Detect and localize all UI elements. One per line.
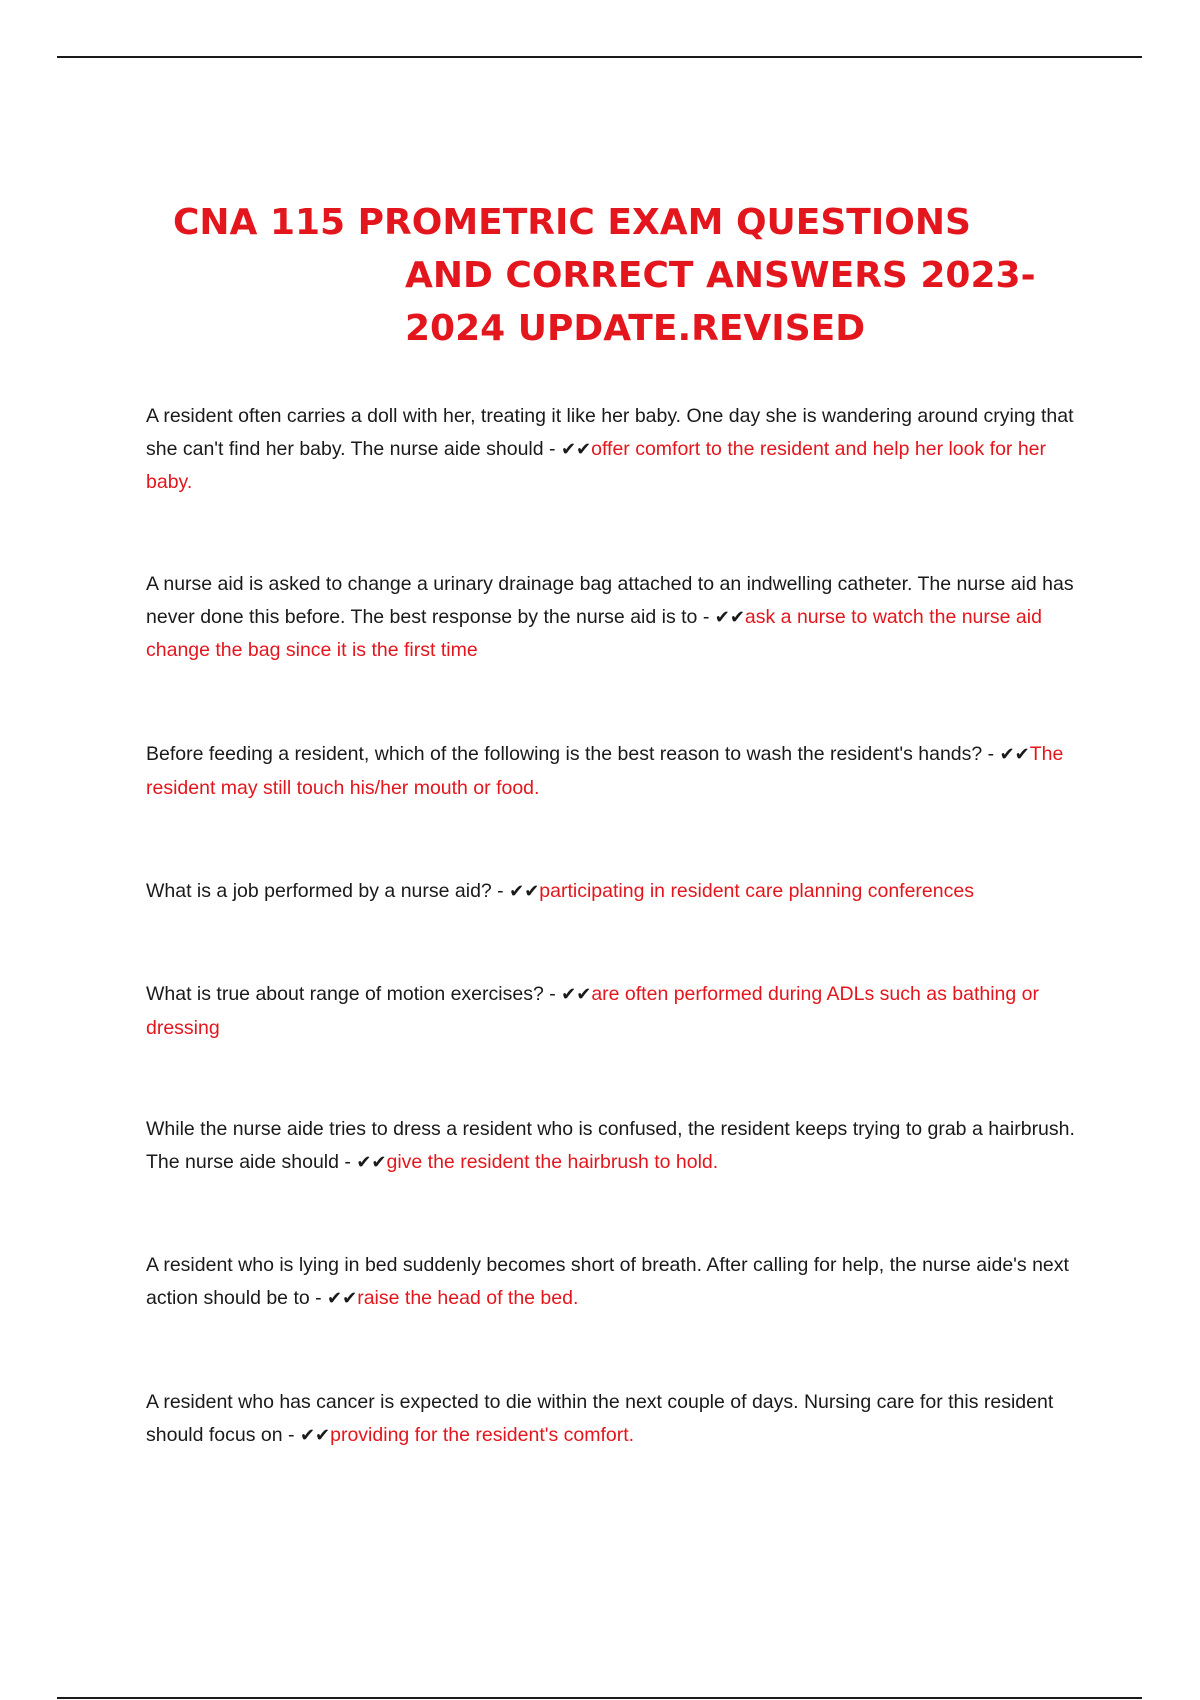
answer-text: The resident may still touch his/her mouth or food. — [146, 743, 1064, 799]
separator: - — [309, 1286, 328, 1309]
separator: - — [543, 437, 561, 460]
double-check-icon: ✔✔ — [299, 1424, 331, 1446]
question-text: While the nurse aide tries to dress a resident who is confused, the resident keeps trying to grab a hairbrush. The nurse aide should — [146, 1118, 1075, 1173]
top-divider — [57, 56, 1142, 58]
bottom-divider — [57, 1697, 1142, 1699]
separator: - — [338, 1150, 357, 1173]
double-check-icon: ✔✔ — [714, 606, 745, 628]
answer-text: are often performed during ADLs such as bathing or dressing — [146, 983, 1039, 1039]
separator: - — [697, 605, 715, 628]
title-line-3: 2024 UPDATE.REVISED — [405, 308, 866, 349]
qa-item-3 — [146, 738, 1096, 804]
separator: - — [982, 743, 1000, 765]
double-check-icon: ✔✔ — [356, 1151, 387, 1173]
separator: - — [491, 880, 510, 902]
answer-text: participating in resident care planning conferences — [539, 880, 974, 902]
answer-text: offer comfort to the resident and help her look for her baby. — [146, 437, 1047, 493]
qa-item-6 — [146, 1113, 1096, 1179]
separator: - — [543, 983, 562, 1005]
question-text: A nurse aid is asked to change a urinary drainage bag attached to an indwelling catheter. The nurse aid has never done this before. The best response by the nurse aid is to — [146, 573, 1074, 628]
title-line-1: CNA 115 PROMETRIC EXAM QUESTIONS — [173, 202, 971, 243]
separator: - — [282, 1423, 300, 1446]
question-text: What is a job performed by a nurse aid? — [146, 880, 492, 902]
answer-text: raise the head of the bed. — [357, 1286, 579, 1309]
question-text: A resident who has cancer is expected to die within the next couple of days. Nursing care for this resident should focus on — [146, 1391, 1054, 1446]
question-text: A resident often carries a doll with her, treating it like her baby. One day she is wandering around crying that she can't find her baby. The nurse aide should — [146, 405, 1074, 460]
question-text: Before feeding a resident, which of the following is the best reason to wash the resident's hands? — [146, 743, 983, 765]
answer-text: give the resident the hairbrush to hold. — [386, 1150, 719, 1173]
answer-text: providing for the resident's comfort. — [330, 1423, 635, 1446]
qa-item-1 — [146, 400, 1096, 499]
question-text: A resident who is lying in bed suddenly becomes short of breath. After calling for help, the nurse aide's next action should be to — [146, 1254, 1069, 1309]
qa-item-4 — [146, 875, 1096, 909]
double-check-icon: ✔✔ — [560, 438, 592, 460]
double-check-icon: ✔✔ — [999, 744, 1030, 765]
qa-item-2 — [146, 568, 1096, 667]
title-line-2: AND CORRECT ANSWERS 2023- — [405, 255, 1036, 296]
qa-item-5 — [146, 978, 1096, 1044]
double-check-icon: ✔✔ — [327, 1287, 358, 1309]
answer-text: ask a nurse to watch the nurse aid change the bag since it is the first time — [146, 605, 1042, 661]
double-check-icon: ✔✔ — [561, 984, 592, 1005]
double-check-icon: ✔✔ — [509, 881, 540, 902]
qa-item-8 — [146, 1386, 1096, 1452]
question-text: What is true about range of motion exercises? — [146, 983, 544, 1005]
qa-item-7 — [146, 1249, 1096, 1315]
